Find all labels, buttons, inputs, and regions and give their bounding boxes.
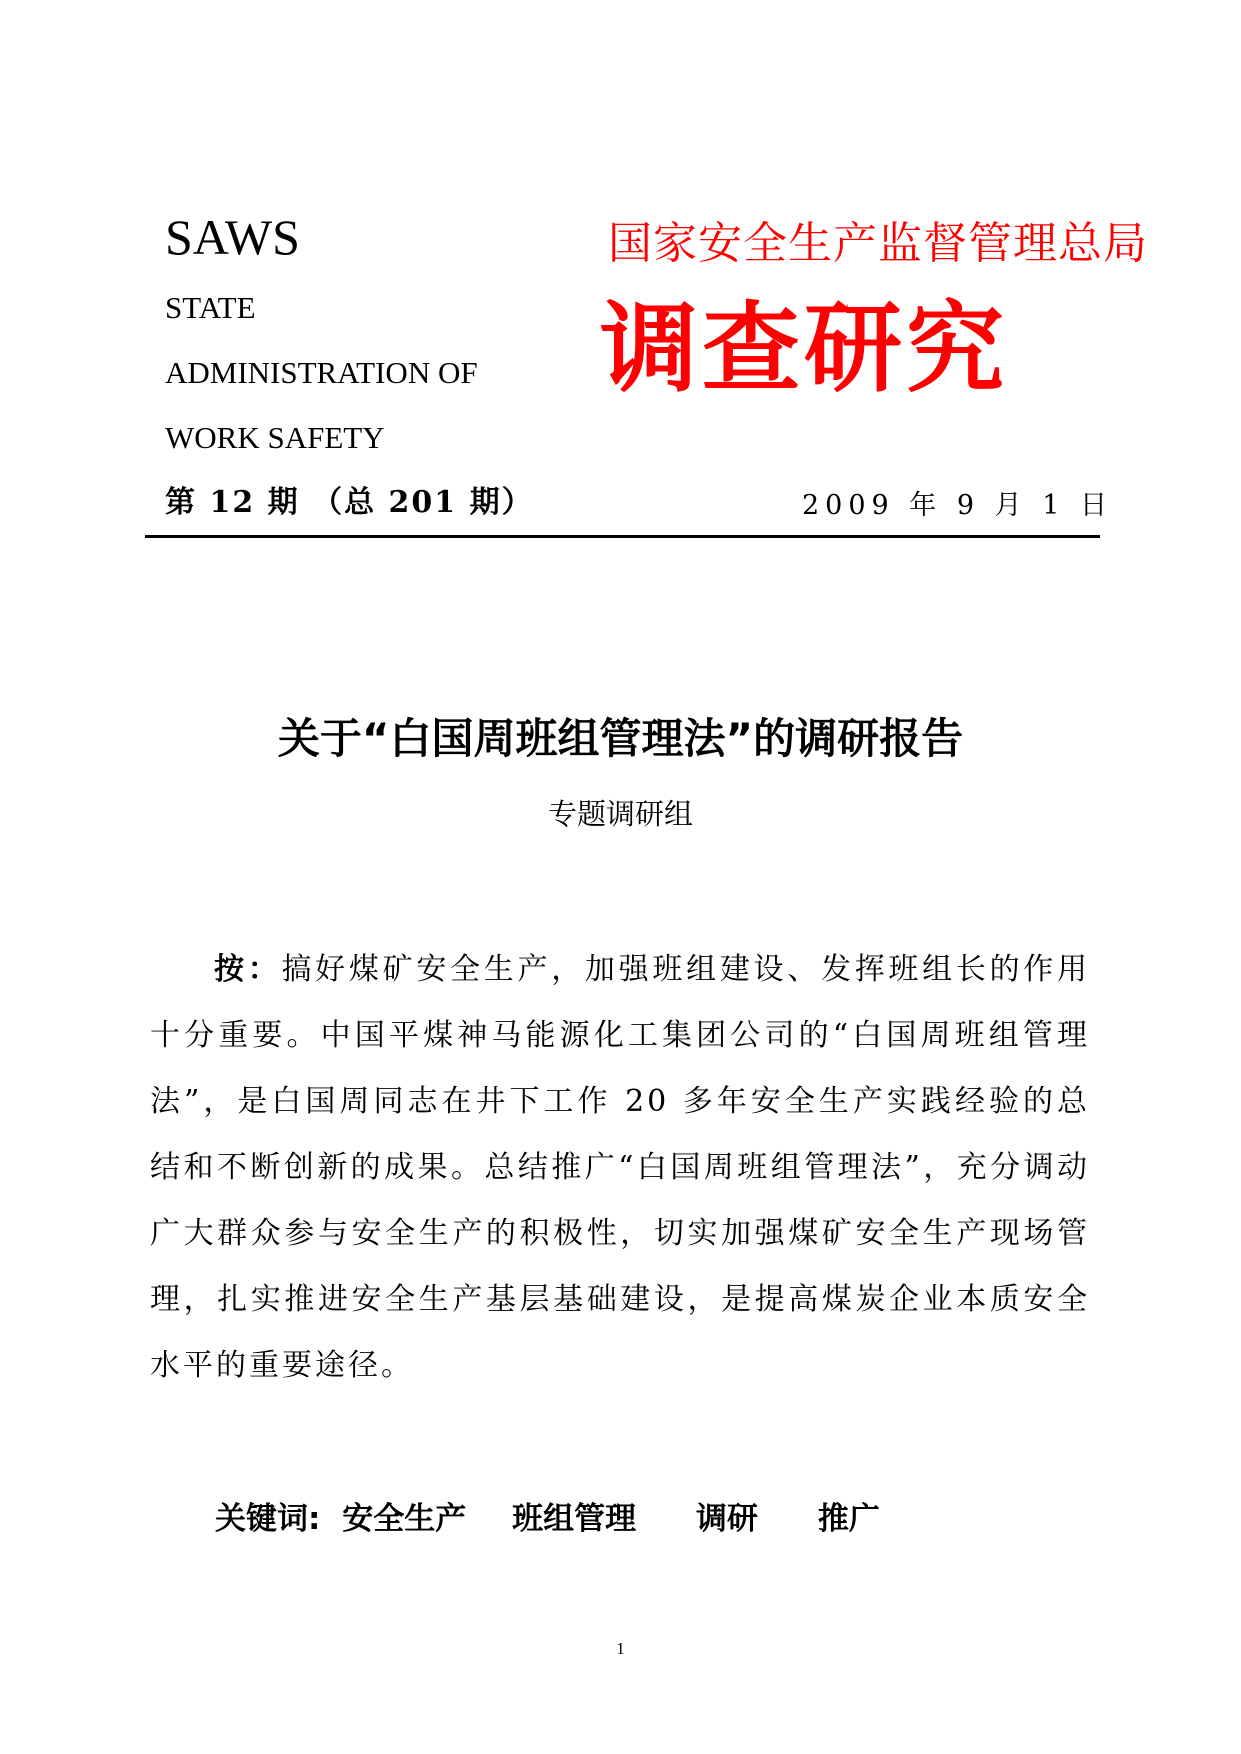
issue-number: 第 12 期 （总 201 期） [165, 485, 534, 520]
editor-note [150, 937, 1090, 1399]
editor-note-label: 按： [214, 952, 282, 987]
page-number: 1 [616, 1639, 625, 1658]
org-name-en-line-1: STATE [165, 290, 256, 325]
editor-note-text: 搞好煤矿安全生产，加强班组建设、发挥班组长的作用十分重要。中国平煤神马能源化工集团公司的“白国周班组管理法”，是白国周同志在井下工作 20 多年安全生产实践经验的总结和不断创新的成果。总结推广“白国周班组管理法”，充分调动广大群众参与安全生产的积极性，切实加强煤矿安全生产现场管理，扎实推进安全生产基层基础建设，是提高煤炭企业本质安全水平的重要途径。 [150, 952, 1091, 1383]
issue-date: 2009 年 9 月 1 日 [802, 490, 1113, 521]
masthead-divider [145, 535, 1100, 538]
article-title: 关于“白国周班组管理法”的调研报告 [277, 714, 964, 763]
org-name-en-line-2: ADMINISTRATION OF [165, 355, 478, 390]
keyword: 班组管理 [512, 1501, 637, 1537]
org-name-cn: 国家安全生产监督管理总局 [608, 218, 1148, 269]
masthead-acronym: SAWS [165, 209, 300, 265]
keywords-label: 关键词: [215, 1501, 321, 1537]
org-name-en-line-3: WORK SAFETY [165, 420, 385, 455]
keyword: 安全生产 [342, 1501, 467, 1537]
publication-title: 调查研究 [600, 292, 1009, 406]
article-author: 专题调研组 [547, 797, 693, 831]
keyword: 推广 [817, 1501, 880, 1537]
keyword: 调研 [695, 1501, 758, 1537]
keywords-line [215, 1501, 880, 1537]
